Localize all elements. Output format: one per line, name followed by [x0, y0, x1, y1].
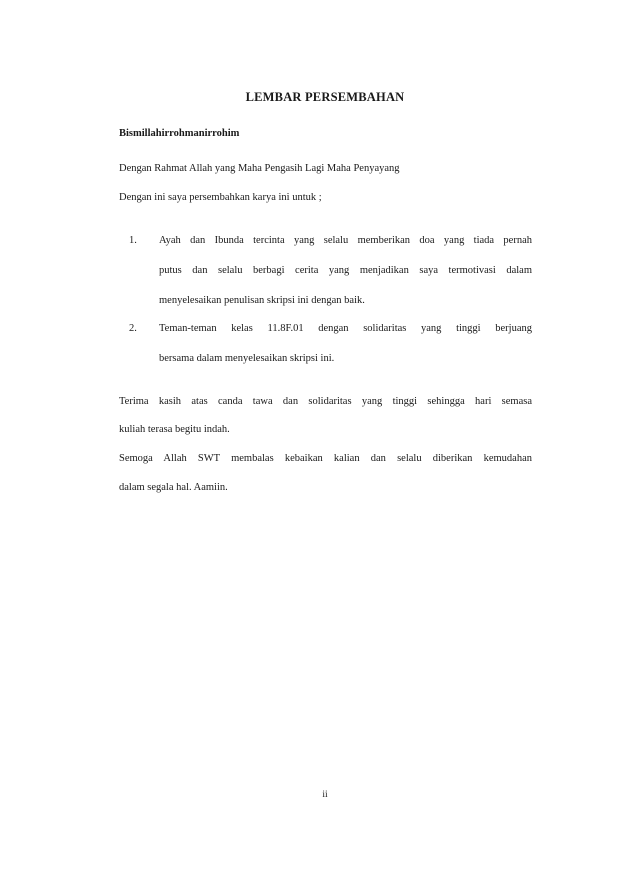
page-number: ii — [322, 790, 328, 800]
closing-paragraph-1-line: Terima kasih atas canda tawa dan solidaritas yang tinggi sehingga hari semasa — [119, 396, 532, 407]
page-title: LEMBAR PERSEMBAHAN — [245, 90, 405, 104]
basmalah: Bismillahirrohmanirrohim — [119, 128, 240, 139]
closing-paragraph-1-line: kuliah terasa begitu indah. — [119, 424, 230, 435]
list-item-number: 1. — [129, 235, 137, 246]
intro-line-1: Dengan Rahmat Allah yang Maha Pengasih Lagi Maha Penyayang — [119, 163, 400, 174]
list-item-line: putus dan selalu berbagi cerita yang menjadikan saya termotivasi dalam — [159, 265, 532, 276]
closing-paragraph-2-line: dalam segala hal. Aamiin. — [119, 482, 228, 493]
intro-line-2: Dengan ini saya persembahkan karya ini untuk ; — [119, 192, 322, 203]
list-item-line: menyelesaikan penulisan skripsi ini dengan baik. — [159, 295, 365, 306]
list-item-line: Ayah dan Ibunda tercinta yang selalu memberikan doa yang tiada pernah — [159, 235, 532, 246]
closing-paragraph-2-line: Semoga Allah SWT membalas kebaikan kalian dan selalu diberikan kemudahan — [119, 453, 532, 464]
list-item-line: Teman-teman kelas 11.8F.01 dengan solidaritas yang tinggi berjuang — [159, 323, 532, 334]
list-item-number: 2. — [129, 323, 137, 334]
list-item-line: bersama dalam menyelesaikan skripsi ini. — [159, 353, 335, 364]
